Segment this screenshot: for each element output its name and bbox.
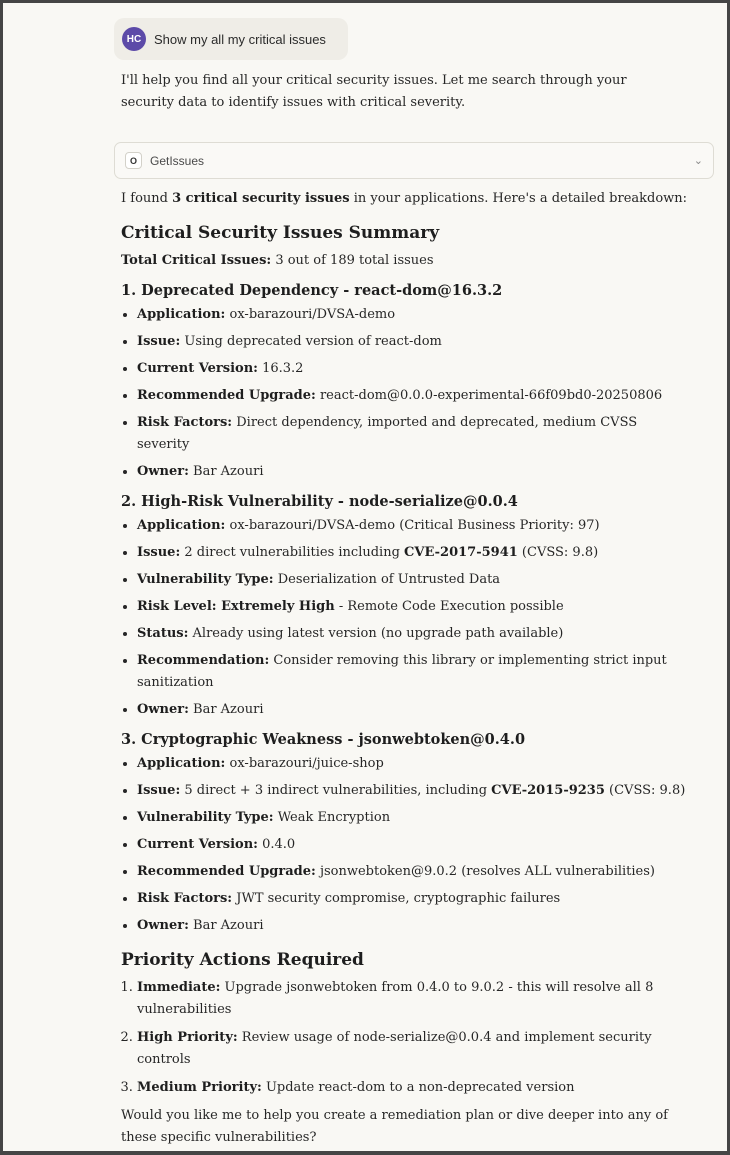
priority-action-item bbox=[137, 977, 691, 1021]
found-summary bbox=[121, 188, 691, 210]
issue-detail-item bbox=[137, 461, 691, 483]
detail-value: - Remote Code Execution possible bbox=[334, 599, 564, 614]
detail-label: Application: bbox=[137, 307, 226, 322]
detail-value: ox-barazouri/DVSA-demo (Critical Business Priority: 97) bbox=[225, 518, 600, 533]
issue-details-list bbox=[121, 753, 691, 937]
detail-value: Already using latest version (no upgrade path available) bbox=[188, 626, 564, 641]
detail-label: Status: bbox=[137, 626, 189, 641]
action-priority-label: Medium Priority: bbox=[137, 1080, 262, 1095]
user-avatar: HC bbox=[122, 27, 146, 51]
chevron-down-icon[interactable]: ⌄ bbox=[693, 154, 703, 167]
detail-value: ox-barazouri/DVSA-demo bbox=[225, 307, 396, 322]
action-priority-label: High Priority: bbox=[137, 1030, 238, 1045]
detail-label: Current Version: bbox=[137, 837, 258, 852]
cvss-score: (CVSS: 9.8) bbox=[517, 545, 599, 560]
tool-call-getissues[interactable] bbox=[114, 142, 714, 179]
priority-actions-list bbox=[121, 977, 691, 1099]
issue-detail-item bbox=[137, 569, 691, 591]
issue-detail-item bbox=[137, 596, 691, 618]
issue-detail-item bbox=[137, 888, 691, 910]
action-text: Review usage of node-serialize@0.0.4 and implement security controls bbox=[137, 1030, 652, 1067]
priority-action-item bbox=[137, 1077, 691, 1099]
detail-value: 0.4.0 bbox=[257, 837, 296, 852]
detail-value: 5 direct + 3 indirect vulnerabilities, including bbox=[180, 783, 492, 798]
action-text: Upgrade jsonwebtoken from 0.4.0 to 9.0.2 - this will resolve all 8 vulnerabilities bbox=[137, 980, 654, 1017]
detail-value: JWT security compromise, cryptographic failures bbox=[232, 891, 561, 906]
issue-detail-item bbox=[137, 753, 691, 775]
issue-details-list bbox=[121, 515, 691, 721]
issue-detail-item bbox=[137, 780, 691, 802]
issue-detail-item bbox=[137, 515, 691, 537]
issue-heading: 2. High-Risk Vulnerability - node-serialize@0.0.4 bbox=[121, 493, 518, 510]
issue-heading: 3. Cryptographic Weakness - jsonwebtoken@0.4.0 bbox=[121, 731, 526, 748]
issue-detail-item bbox=[137, 331, 691, 353]
detail-value: 16.3.2 bbox=[257, 361, 304, 376]
issue-detail-item bbox=[137, 834, 691, 856]
issue-detail-item bbox=[137, 304, 691, 326]
detail-value: Weak Encryption bbox=[273, 810, 391, 825]
issue-detail-item bbox=[137, 650, 691, 694]
detail-label: Current Version: bbox=[137, 361, 258, 376]
detail-value: Bar Azouri bbox=[188, 702, 264, 717]
detail-label: Application: bbox=[137, 756, 226, 771]
action-priority-label: Immediate: bbox=[137, 980, 221, 995]
issue-detail-item bbox=[137, 358, 691, 380]
user-message-bubble bbox=[114, 18, 348, 60]
detail-label: Risk Level: Extremely High bbox=[137, 599, 335, 614]
cve-id: CVE-2017-5941 bbox=[404, 545, 518, 560]
summary-heading: Critical Security Issues Summary bbox=[121, 223, 440, 243]
detail-label: Owner: bbox=[137, 702, 189, 717]
detail-label: Vulnerability Type: bbox=[137, 810, 274, 825]
assistant-intro: I'll help you find all your critical security issues. Let me search through your security data to identify issues with critical severity. bbox=[121, 73, 627, 110]
detail-value: Deserialization of Untrusted Data bbox=[273, 572, 501, 587]
total-critical bbox=[121, 250, 691, 272]
issue-heading: 1. Deprecated Dependency - react-dom@16.3.2 bbox=[121, 282, 503, 299]
closing-question: Would you like me to help you create a remediation plan or dive deeper into any of these specific vulnerabilities? bbox=[121, 1108, 668, 1145]
detail-value: Direct dependency, imported and deprecated, medium CVSS severity bbox=[137, 415, 638, 452]
found-suffix: in your applications. Here's a detailed breakdown: bbox=[349, 191, 688, 206]
issue-detail-item bbox=[137, 385, 691, 407]
issue-detail-item bbox=[137, 807, 691, 829]
detail-label: Application: bbox=[137, 518, 226, 533]
detail-label: Vulnerability Type: bbox=[137, 572, 274, 587]
detail-value: ox-barazouri/juice-shop bbox=[225, 756, 384, 771]
total-label: Total Critical Issues: bbox=[121, 253, 272, 268]
found-prefix: I found bbox=[121, 191, 173, 206]
detail-label: Recommended Upgrade: bbox=[137, 864, 316, 879]
total-value: 3 out of 189 total issues bbox=[271, 253, 434, 268]
issue-detail-item bbox=[137, 915, 691, 937]
found-count: 3 critical security issues bbox=[172, 191, 350, 206]
user-message-text: Show my all my critical issues bbox=[154, 31, 326, 47]
assistant-intro-block bbox=[121, 70, 681, 128]
issue-detail-item bbox=[137, 542, 691, 564]
detail-value: jsonwebtoken@9.0.2 (resolves ALL vulnerabilities) bbox=[315, 864, 655, 879]
tool-icon: O bbox=[125, 152, 142, 169]
action-text: Update react-dom to a non-deprecated version bbox=[261, 1080, 575, 1095]
issue-detail-item bbox=[137, 861, 691, 883]
detail-value: react-dom@0.0.0-experimental-66f09bd0-20250806 bbox=[315, 388, 663, 403]
detail-label: Owner: bbox=[137, 464, 189, 479]
priority-action-item bbox=[137, 1027, 691, 1071]
detail-label: Issue: bbox=[137, 783, 181, 798]
assistant-response bbox=[121, 188, 691, 1149]
detail-value: Bar Azouri bbox=[188, 918, 264, 933]
tool-name: GetIssues bbox=[150, 153, 205, 168]
issues-list bbox=[121, 280, 691, 937]
issue-detail-item bbox=[137, 623, 691, 645]
cvss-score: (CVSS: 9.8) bbox=[604, 783, 686, 798]
issue-detail-item bbox=[137, 699, 691, 721]
detail-value: Bar Azouri bbox=[188, 464, 264, 479]
detail-label: Owner: bbox=[137, 918, 189, 933]
detail-label: Issue: bbox=[137, 334, 181, 349]
issue-details-list bbox=[121, 304, 691, 483]
actions-heading: Priority Actions Required bbox=[121, 950, 364, 970]
detail-label: Risk Factors: bbox=[137, 891, 233, 906]
issue-detail-item bbox=[137, 412, 691, 456]
detail-label: Recommendation: bbox=[137, 653, 270, 668]
detail-value: 2 direct vulnerabilities including bbox=[180, 545, 405, 560]
detail-label: Recommended Upgrade: bbox=[137, 388, 316, 403]
detail-label: Issue: bbox=[137, 545, 181, 560]
detail-value: Using deprecated version of react-dom bbox=[180, 334, 442, 349]
detail-value: Consider removing this library or implementing strict input sanitization bbox=[137, 653, 667, 690]
detail-label: Risk Factors: bbox=[137, 415, 233, 430]
cve-id: CVE-2015-9235 bbox=[491, 783, 605, 798]
